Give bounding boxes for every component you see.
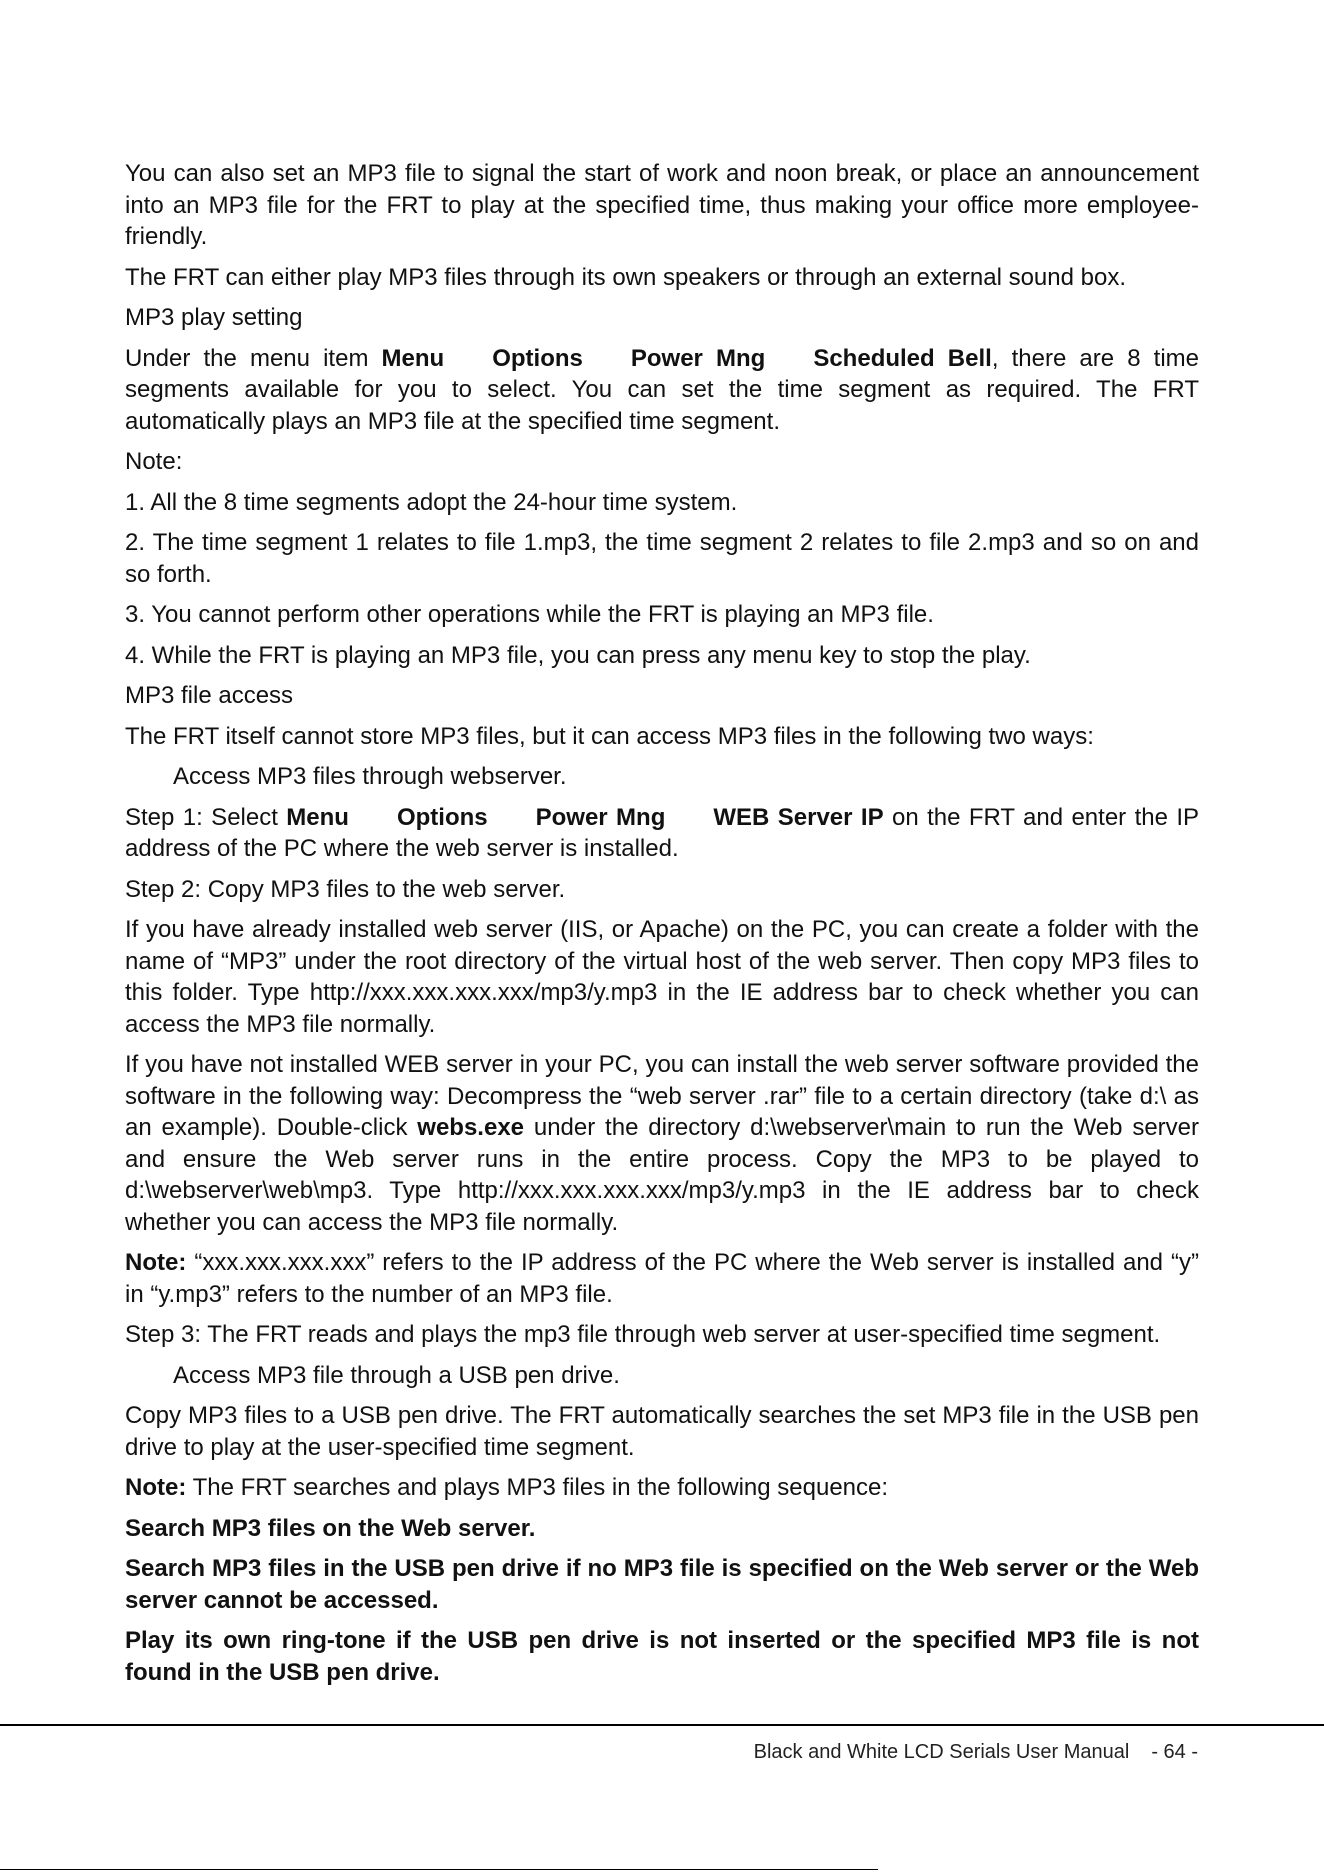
- ip-address-note-label: Note:: [125, 1249, 187, 1276]
- access-ways-paragraph: The FRT itself cannot store MP3 files, but it can access MP3 files in the following two ways:: [125, 722, 1094, 750]
- step-1-suffix: on the FRT and enter the IP address of the PC where the web server is installed.: [125, 803, 1200, 862]
- menu-path-item-power-mng: Power Mng: [630, 344, 766, 372]
- sequence-note: [125, 1472, 1199, 1504]
- step-1-menu-item-power-mng: Power Mng: [535, 803, 666, 831]
- sequence-note-label: Note:: [125, 1474, 187, 1501]
- webserver-access-heading: Access MP3 files through webserver.: [173, 763, 567, 790]
- menu-path-suffix: , there are 8 time segments available for you to select. You can set the time segment as required. The FRT automatically plays an MP3 file at the specified time segment.: [125, 344, 1199, 435]
- page-number: - 64 -: [1151, 1741, 1198, 1763]
- menu-path-item-scheduled-bell: Scheduled Bell: [813, 344, 992, 372]
- sequence-note-text: The FRT searches and plays MP3 files in the following sequence:: [186, 1474, 889, 1501]
- note-item-2: 2. The time segment 1 relates to file 1.mp3, the time segment 2 relates to file 2.mp3 and so on and so forth.: [125, 529, 1199, 588]
- note-item-4: 4. While the FRT is playing an MP3 file, you can press any menu key to stop the play.: [125, 641, 1031, 669]
- step-1-menu-item-web-server-ip: WEB Server IP: [713, 803, 884, 831]
- page-footer: [754, 1738, 1198, 1766]
- document-body: [125, 158, 1199, 1697]
- usb-access-heading: Access MP3 file through a USB pen drive.: [173, 1361, 620, 1389]
- install-webserver-text-a: If you have not installed WEB server in your PC, you can install the web server software provided the software in the following way: Decompress the “web server .rar” file to a certain directory (take d:\ as an example). Double-click: [125, 1051, 1199, 1141]
- menu-path-item-options: Options: [492, 344, 583, 372]
- section-heading-mp3-play-setting: MP3 play setting: [125, 304, 303, 331]
- sequence-step-2: Search MP3 files in the USB pen drive if no MP3 file is specified on the Web server or the Web server cannot be accessed.: [125, 1555, 1199, 1614]
- step-2-paragraph: Step 2: Copy MP3 files to the web server.: [125, 875, 566, 903]
- step-3-paragraph: Step 3: The FRT reads and plays the mp3 file through web server at user-specified time segment.: [125, 1321, 1161, 1348]
- usb-copy-paragraph: Copy MP3 files to a USB pen drive. The FRT automatically searches the set MP3 file in the USB pen drive to play at the user-specified time segment.: [125, 1402, 1199, 1461]
- step-1-menu-item-menu: Menu: [286, 803, 349, 831]
- step-1-menu-item-options: Options: [396, 803, 488, 831]
- installed-webserver-paragraph: If you have already installed web server (IIS, or Apache) on the PC, you can create a folder with the name of “MP3” under the root directory of the virtual host of the web server. Then copy MP3 files to this folder. Type http://xxx.xxx.xxx.xxx/mp3/y.mp3 in the IE address bar to check whether you can access the MP3 file normally.: [125, 916, 1199, 1038]
- sequence-step-3: Play its own ring-tone if the USB pen drive is not inserted or the specified MP3 file is not found in the USB pen drive.: [125, 1627, 1199, 1686]
- note-item-3: 3. You cannot perform other operations while the FRT is playing an MP3 file.: [125, 601, 934, 628]
- intro-paragraph: You can also set an MP3 file to signal the start of work and noon break, or place an announcement into an MP3 file for the FRT to play at the specified time, thus making your office more employee-friendly.: [125, 160, 1199, 250]
- menu-path-paragraph: [125, 343, 1199, 438]
- note-label: Note:: [125, 448, 183, 475]
- install-webserver-text-c: under the directory d:\webserver\main to run the Web server and ensure the Web server runs in the entire process. Copy the MP3 to be played to d:\webserver\web\mp3. Type http://xxx.xxx.xxx.xxx/mp3/y.mp3 in the IE address bar to check whether you can access the MP3 file normally.: [125, 1114, 1199, 1236]
- section-heading-mp3-file-access: MP3 file access: [125, 682, 294, 709]
- note-item-1: 1. All the 8 time segments adopt the 24-hour time system.: [125, 488, 738, 516]
- footer-manual-title: Black and White LCD Serials User Manual: [753, 1741, 1130, 1763]
- speaker-paragraph: The FRT can either play MP3 files through its own speakers or through an external sound box.: [125, 263, 1126, 291]
- webs-exe-filename: webs.exe: [417, 1114, 525, 1141]
- sequence-step-1: Search MP3 files on the Web server.: [125, 1514, 536, 1542]
- step-1-paragraph: [125, 802, 1199, 865]
- footer-divider: [0, 1724, 1324, 1726]
- bottom-edge-line: [0, 1869, 878, 1870]
- menu-path-item-menu: Menu: [381, 344, 445, 372]
- ip-address-note: [125, 1247, 1199, 1310]
- ip-address-note-text: “xxx.xxx.xxx.xxx” refers to the IP address of the PC where the Web server is installed and “y” in “y.mp3” refers to the number of an MP3 file.: [125, 1249, 1199, 1308]
- install-webserver-paragraph: [125, 1049, 1199, 1238]
- step-1-prefix: Step 1: Select: [125, 803, 287, 831]
- menu-path-prefix: Under the menu item: [125, 344, 382, 372]
